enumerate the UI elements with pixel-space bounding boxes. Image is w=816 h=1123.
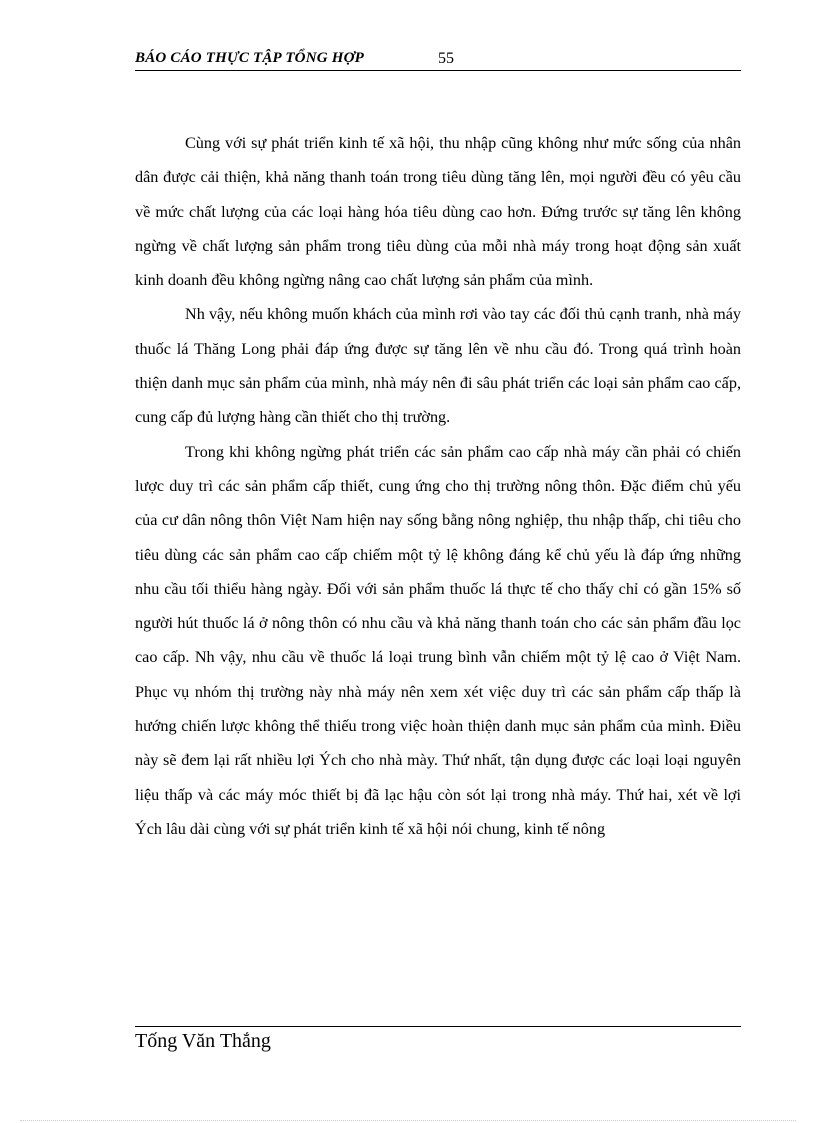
- footer-divider: [135, 1026, 741, 1027]
- page-bottom-border: [20, 1120, 796, 1121]
- paragraph: Trong khi không ngừng phát triển các sản phẩm cao cấp nhà máy cần phải có chiến lược duy trì các sản phẩm cấp thiết, cung ứng cho thị trường nông thôn. Đặc điểm chủ yếu của cư dân nông thôn Việt Nam hiện nay sống bằng nông nghiệp, thu nhập thấp, chi tiêu cho tiêu dùng các sản phẩm cao cấp chiếm một tỷ lệ không đáng kể chủ yếu là đáp ứng những nhu cầu tối thiểu hàng ngày. Đối với sản phẩm thuốc lá thực tế cho thấy chỉ có gần 15% số người hút thuốc lá ở nông thôn có nhu cầu và khả năng thanh toán cho các sản phẩm đầu lọc cao cấp. Nh vậy, nhu cầu về thuốc lá loại trung bình vẫn chiếm một tỷ lệ cao ở Việt Nam. Phục vụ nhóm thị trường này nhà máy nên xem xét việc duy trì các sản phẩm cấp thấp là hướng chiến lược không thể thiếu trong việc hoàn thiện danh mục sản phẩm của mình. Điều này sẽ đem lại rất nhiều lợi Ých cho nhà mày. Thứ nhất, tận dụng được các loại loại nguyên liệu thấp và các máy móc thiết bị đã lạc hậu còn sót lại trong nhà máy. Thứ hai, xét về lợi Ých lâu dài cùng với sự phát triển kinh tế xã hội nói chung, kinh tế nông: [135, 442, 741, 838]
- footer-author: Tống Văn Thắng: [135, 1030, 271, 1052]
- body-text: [135, 126, 741, 846]
- page-header: [135, 50, 741, 71]
- paragraph: Nh vậy, nếu không muốn khách của mình rơi vào tay các đối thủ cạnh tranh, nhà máy thuốc lá Thăng Long phải đáp ứng được sự tăng lên về nhu cầu đó. Trong quá trình hoàn thiện danh mục sản phẩm của mình, nhà máy nên đi sâu phát triển các loại sản phẩm cao cấp, cung cấp đủ lượng hàng cần thiết cho thị trường.: [135, 305, 741, 427]
- page-number: 55: [438, 50, 454, 67]
- paragraph: Cùng với sự phát triển kinh tế xã hội, thu nhập cũng không như mức sống của nhân dân được cải thiện, khả năng thanh toán trong tiêu dùng tăng lên, mọi người đều có yêu cầu về mức chất lượng của các loại hàng hóa tiêu dùng cao hơn. Đứng trước sự tăng lên không ngừng về chất lượng sản phẩm trong tiêu dùng của mỗi nhà máy trong hoạt động sản xuất kinh doanh đều không ngừng nâng cao chất lượng sản phẩm của mình.: [135, 134, 741, 290]
- report-title: BÁO CÁO THỰC TẬP TỔNG HỢP: [135, 50, 364, 66]
